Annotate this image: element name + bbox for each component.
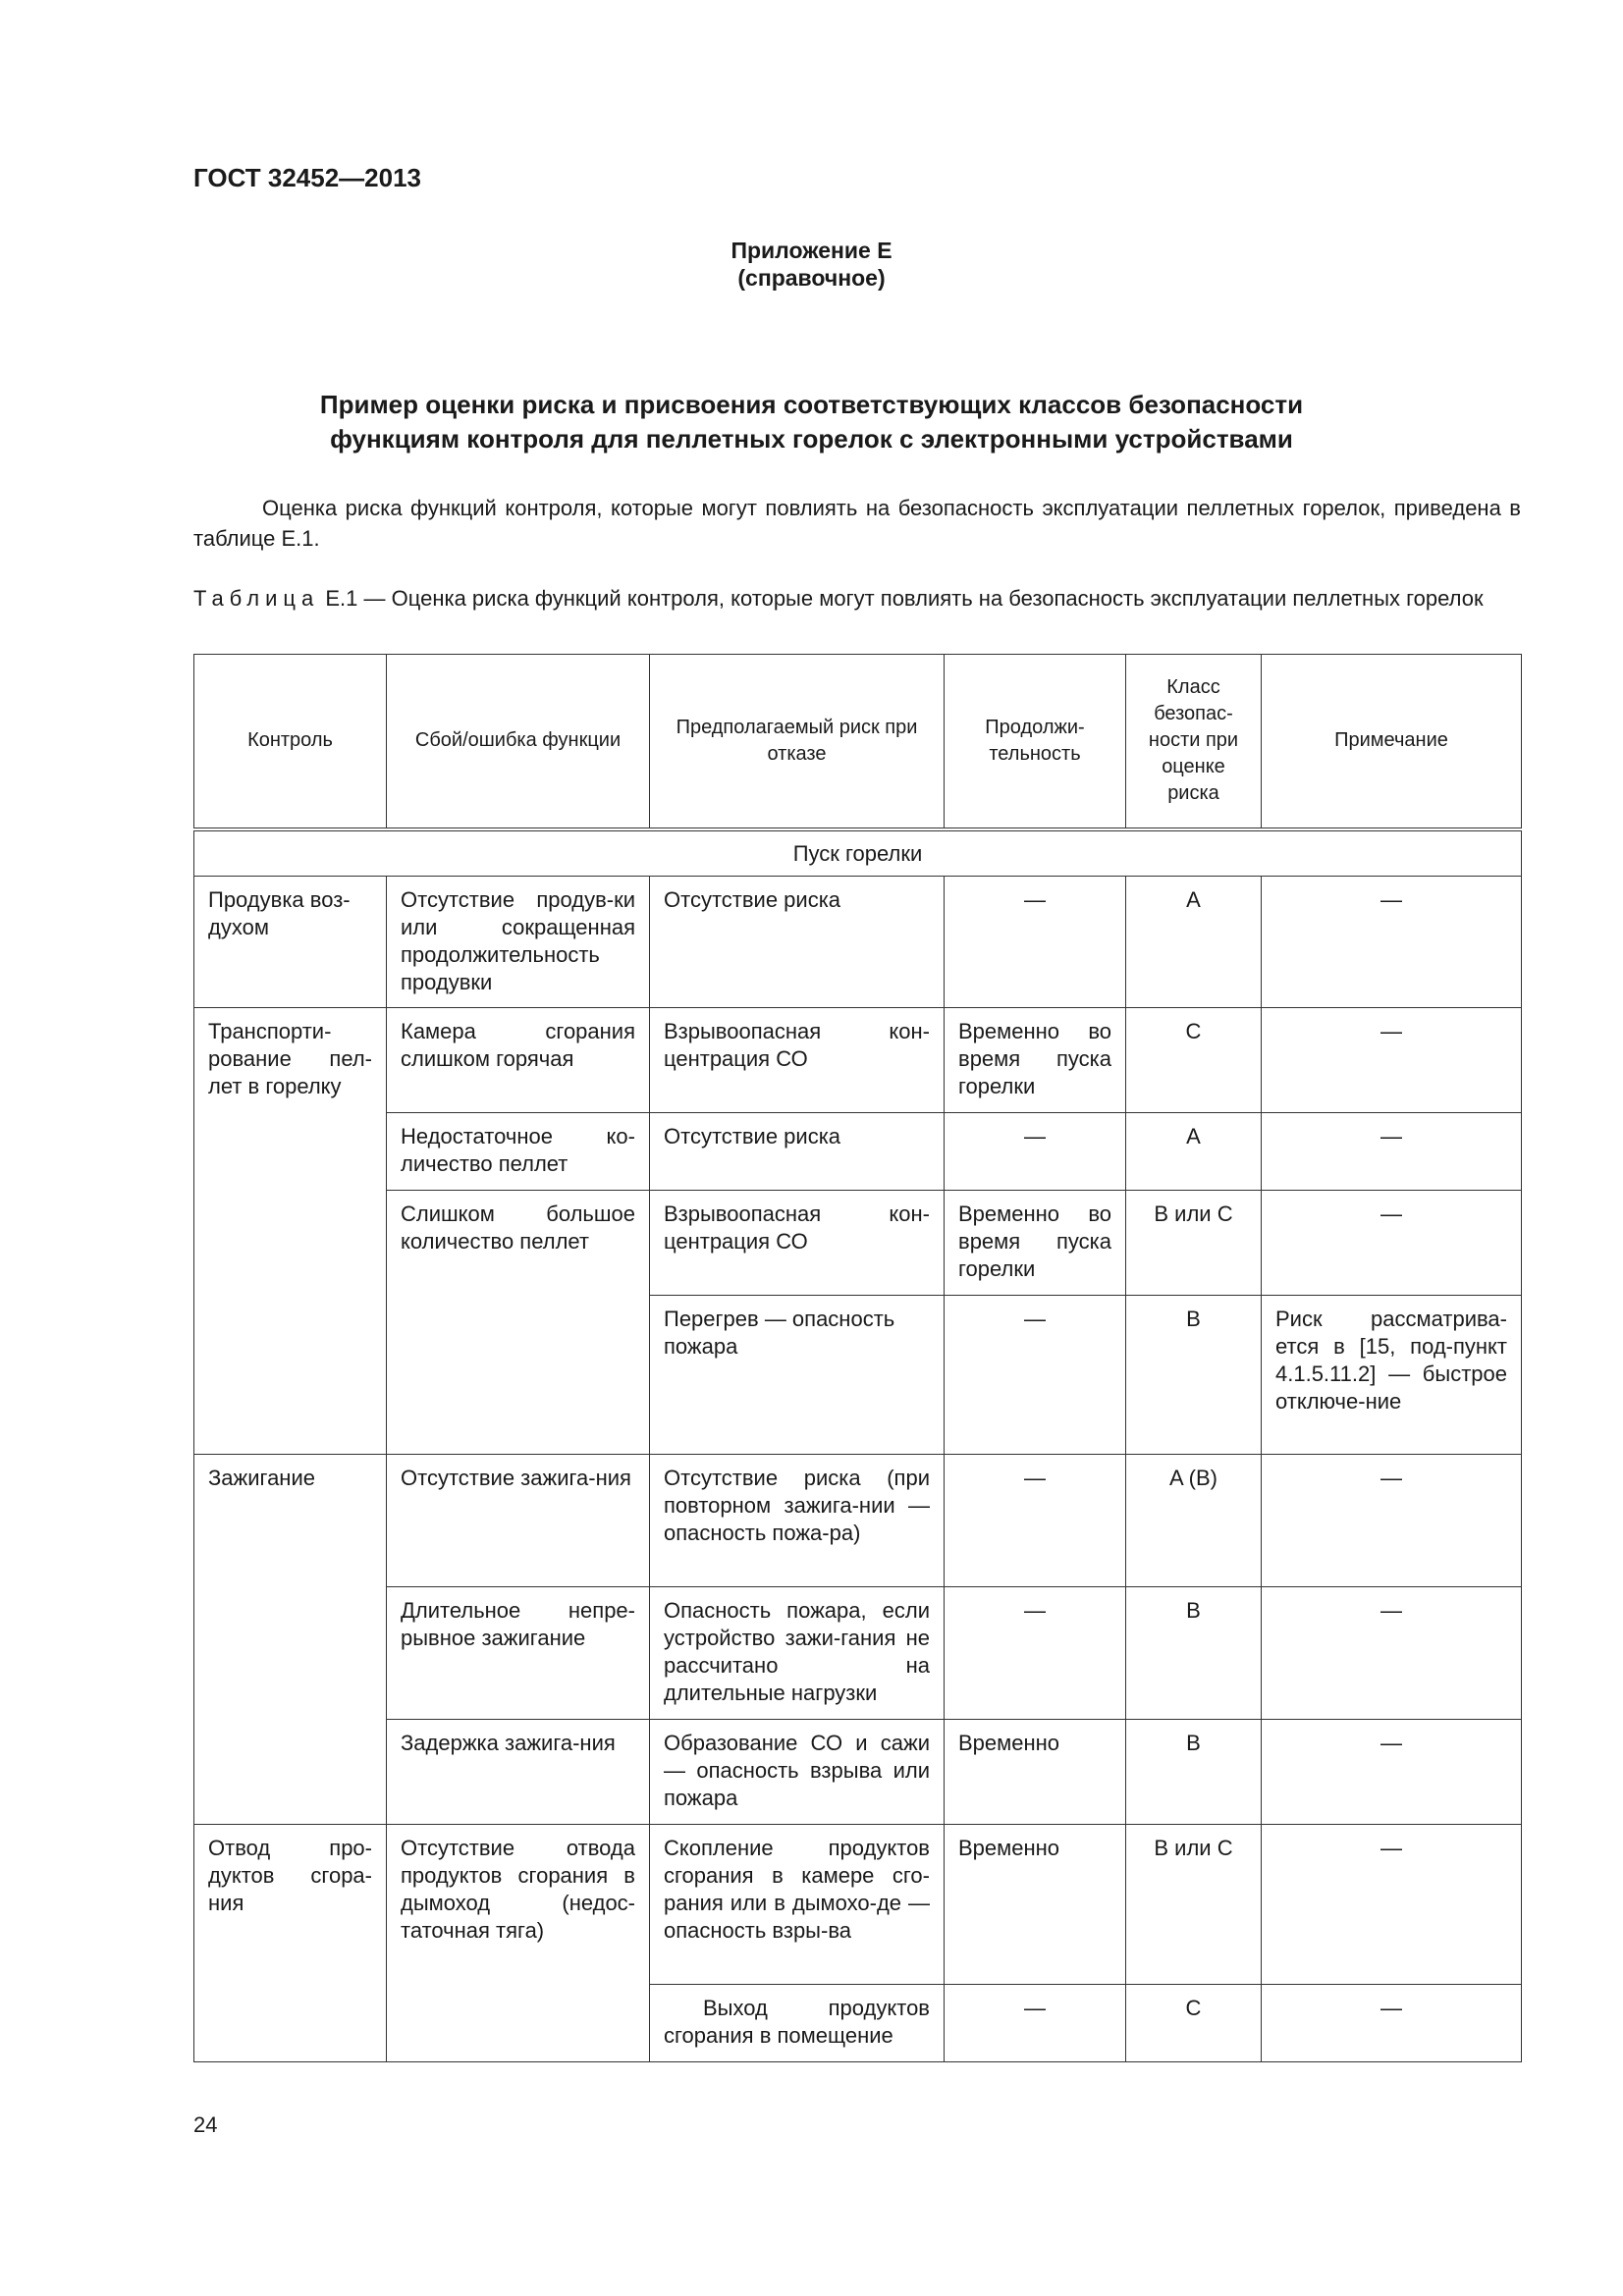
cell-note: —	[1262, 1719, 1522, 1824]
table-row	[194, 1007, 1522, 1112]
cell-duration: Временно	[945, 1824, 1126, 1984]
cell-class: B или C	[1126, 1824, 1262, 1984]
standard-number: ГОСТ 32452—2013	[193, 163, 421, 192]
section-row	[194, 829, 1522, 877]
cell-note: Риск рассматрива-ется в [15, под-пункт 4.1.5.11.2] — быстрое отключе-ние	[1262, 1295, 1522, 1454]
cell-duration: —	[945, 1586, 1126, 1719]
cell-class: B	[1126, 1719, 1262, 1824]
cell-duration: —	[945, 1984, 1126, 2061]
table-caption	[193, 583, 1521, 614]
appendix-title: Приложение Е	[730, 238, 893, 263]
cell-note: —	[1262, 1824, 1522, 1984]
cell-control: Зажигание	[194, 1454, 387, 1824]
cell-fault: Недостаточное ко-личество пеллет	[387, 1112, 650, 1190]
cell-class: C	[1126, 1007, 1262, 1112]
cell-fault: Задержка зажига-ния	[387, 1719, 650, 1824]
cell-risk: Опасность пожара, если устройство зажи-гания не рассчитано на длительные нагрузки	[650, 1586, 945, 1719]
cell-control: Продувка воз-духом	[194, 876, 387, 1007]
header-duration: Продолжи-тельность	[945, 655, 1126, 829]
cell-control: Транспорти-рование пел-лет в горелку	[194, 1007, 387, 1454]
cell-class: A (B)	[1126, 1454, 1262, 1586]
cell-class: B	[1126, 1586, 1262, 1719]
table-header-row	[194, 655, 1522, 829]
table-row	[194, 1112, 1522, 1190]
cell-control: Отвод про-дуктов сгора-ния	[194, 1824, 387, 2061]
cell-note: —	[1262, 876, 1522, 1007]
cell-duration: Временно	[945, 1719, 1126, 1824]
cell-risk: Взрывоопасная кон-центрация СО	[650, 1190, 945, 1295]
table-row	[194, 1190, 1522, 1295]
cell-class: A	[1126, 876, 1262, 1007]
cell-class: A	[1126, 1112, 1262, 1190]
cell-risk: Выход продуктов сгорания в помещение	[650, 1984, 945, 2061]
cell-duration: Временно во время пуска горелки	[945, 1190, 1126, 1295]
header-note: Примечание	[1262, 655, 1522, 829]
cell-note: —	[1262, 1586, 1522, 1719]
cell-note: —	[1262, 1984, 1522, 2061]
cell-risk: Отсутствие риска (при повторном зажига-нии — опасность пожа-ра)	[650, 1454, 945, 1586]
header-fault: Сбой/ошибка функции	[387, 655, 650, 829]
table-row	[194, 1454, 1522, 1586]
cell-risk: Отсутствие риска	[650, 1112, 945, 1190]
cell-duration: —	[945, 876, 1126, 1007]
section-heading-line-1: Пример оценки риска и присвоения соответствующих классов безопасности	[319, 390, 1304, 419]
section-title: Пуск горелки	[194, 829, 1522, 877]
section-heading-line-2: функциям контроля для пеллетных горелок с электронными устройствами	[330, 424, 1293, 454]
appendix-type: (справочное)	[737, 265, 886, 291]
table-row	[194, 1586, 1522, 1719]
cell-risk: Взрывоопасная кон-центрация СО	[650, 1007, 945, 1112]
cell-fault: Длительное непре-рывное зажигание	[387, 1586, 650, 1719]
cell-duration: —	[945, 1295, 1126, 1454]
cell-class: B	[1126, 1295, 1262, 1454]
cell-risk: Перегрев — опасность пожара	[650, 1295, 945, 1454]
table-row	[194, 1719, 1522, 1824]
cell-note: —	[1262, 1007, 1522, 1112]
cell-fault: Камера сгорания слишком горячая	[387, 1007, 650, 1112]
cell-fault: Отсутствие зажига-ния	[387, 1454, 650, 1586]
risk-assessment-table	[193, 654, 1522, 2062]
intro-paragraph: Оценка риска функций контроля, которые могут повлиять на безопасность эксплуатации пеллетных горелок, приведена в таблице Е.1.	[193, 496, 1521, 551]
table-row	[194, 876, 1522, 1007]
cell-fault: Отсутствие продув-ки или сокращенная продолжительность продувки	[387, 876, 650, 1007]
cell-class: C	[1126, 1984, 1262, 2061]
cell-risk: Образование СО и сажи — опасность взрыва или пожара	[650, 1719, 945, 1824]
header-control: Контроль	[194, 655, 387, 829]
cell-note: —	[1262, 1454, 1522, 1586]
cell-duration: Временно во время пуска горелки	[945, 1007, 1126, 1112]
cell-class: B или C	[1126, 1190, 1262, 1295]
cell-fault: Слишком большое количество пеллет	[387, 1190, 650, 1454]
cell-duration: —	[945, 1112, 1126, 1190]
cell-risk: Скопление продуктов сгорания в камере сго-рания или в дымохо-де — опасность взры-ва	[650, 1824, 945, 1984]
header-safety-class: Класс безопас-ности при оценке риска	[1126, 655, 1262, 829]
cell-risk: Отсутствие риска	[650, 876, 945, 1007]
table-caption-text: Е.1 — Оценка риска функций контроля, которые могут повлиять на безопасность эксплуатации пеллетных горелок	[319, 586, 1484, 611]
cell-duration: —	[945, 1454, 1126, 1586]
table-caption-label: Таблица	[193, 586, 320, 611]
cell-note: —	[1262, 1190, 1522, 1295]
page-number: 24	[193, 2112, 218, 2137]
cell-fault: Отсутствие отвода продуктов сгорания в дымоход (недос-таточная тяга)	[387, 1824, 650, 2061]
table-row	[194, 1824, 1522, 1984]
cell-note: —	[1262, 1112, 1522, 1190]
header-risk: Предполагаемый риск при отказе	[650, 655, 945, 829]
